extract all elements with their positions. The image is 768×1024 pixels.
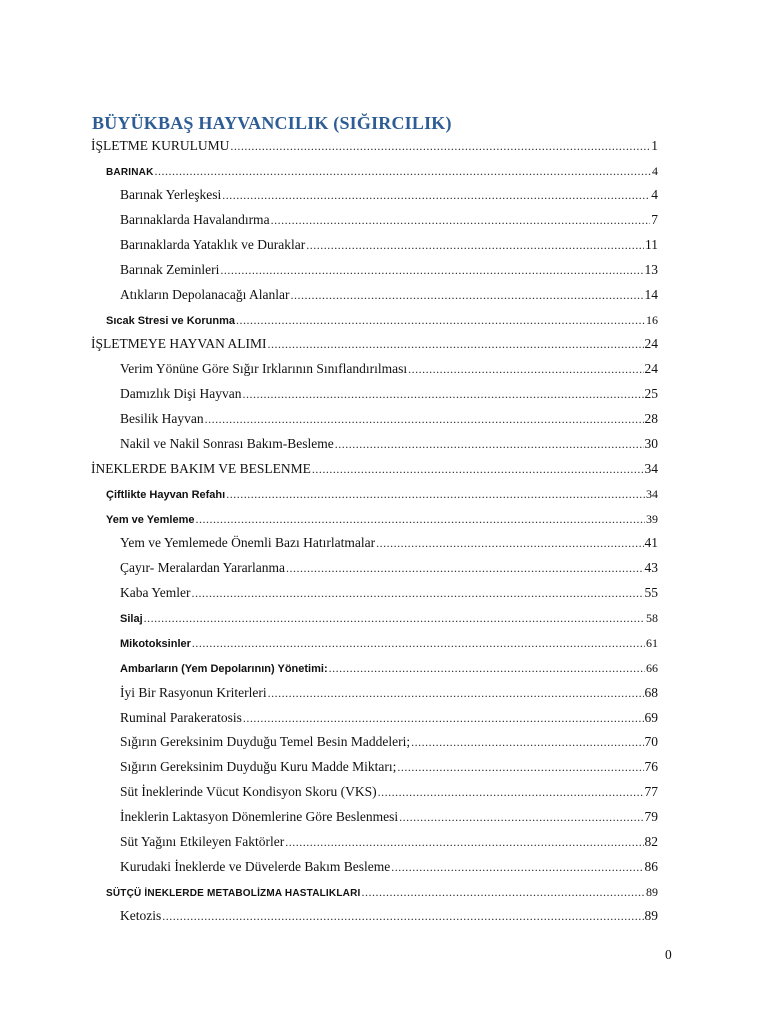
toc-entry-label: Nakil ve Nakil Sonrası Bakım-Besleme (120, 436, 334, 451)
toc-entry-label: Çiftlikte Hayvan Refahı (106, 489, 226, 501)
toc-entry-label: Çayır- Meralardan Yararlanma (120, 560, 286, 575)
toc-entry-label: Atıkların Depolanacağı Alanlar (120, 287, 290, 302)
toc-leader-dots (312, 461, 644, 477)
toc-entry-page: 28 (644, 411, 658, 426)
toc-entry-label: İneklerin Laktasyon Dönemlerine Göre Beslenmesi (120, 809, 399, 824)
toc-entry[interactable] (120, 535, 658, 551)
toc-leader-dots (285, 834, 643, 850)
toc-entry-page: 39 (646, 512, 658, 526)
toc-leader-dots (329, 660, 645, 676)
toc-entry-page: 55 (644, 585, 658, 600)
toc-entry-page: 58 (646, 611, 658, 625)
toc-entry-label: Mikotoksinler (120, 638, 191, 650)
toc-leader-dots (399, 809, 643, 825)
toc-entry[interactable] (91, 138, 658, 154)
toc-leader-dots (192, 585, 644, 601)
toc-entry-page: 34 (644, 461, 658, 476)
toc-entry[interactable] (120, 187, 658, 203)
toc-entry-label: BARINAK (106, 167, 154, 178)
toc-entry-label: Barınak Yerleşkesi (120, 187, 222, 202)
toc-entry[interactable] (106, 884, 658, 902)
toc-leader-dots (195, 511, 645, 527)
toc-leader-dots (286, 560, 643, 576)
toc-entry-label: Sığırın Gereksinim Duyduğu Kuru Madde Miktarı; (120, 759, 397, 774)
toc-entry-label: Damızlık Dişi Hayvan (120, 386, 242, 401)
toc-entry[interactable] (120, 585, 658, 601)
toc-leader-dots (242, 386, 643, 402)
toc-entry-page: 89 (646, 885, 658, 899)
toc-entry[interactable] (91, 336, 658, 352)
document-title: BÜYÜKBAŞ HAYVANCILIK (SIĞIRCILIK) (92, 113, 452, 133)
toc-entry-label: Silaj (120, 613, 143, 625)
toc-entry-page: 1 (651, 138, 658, 153)
toc-entry[interactable] (120, 710, 658, 726)
toc-leader-dots (220, 262, 643, 278)
toc-entry-label: Süt Yağını Etkileyen Faktörler (120, 834, 285, 849)
toc-entry-page: 24 (644, 336, 658, 351)
toc-entry[interactable] (120, 560, 658, 576)
toc-entry-label: İyi Bir Rasyonun Kriterleri (120, 685, 267, 700)
toc-leader-dots (155, 163, 651, 179)
toc-entry[interactable] (120, 784, 658, 800)
toc-entry-label: Barınaklarda Yataklık ve Duraklar (120, 237, 306, 252)
toc-entry-label: Besilik Hayvan (120, 411, 204, 426)
toc-leader-dots (361, 884, 645, 900)
toc-entry-label: Kurudaki İneklerde ve Düvelerde Bakım Besleme (120, 859, 391, 874)
toc-entry-label: Ketozis (120, 908, 162, 923)
toc-entry-page: 7 (651, 212, 658, 227)
toc-leader-dots (162, 908, 643, 924)
toc-entry[interactable] (106, 163, 658, 181)
toc-entry[interactable] (120, 262, 658, 278)
toc-entry-page: 25 (644, 386, 658, 401)
toc-entry-page: 66 (646, 661, 658, 675)
toc-entry[interactable] (120, 287, 658, 303)
toc-entry[interactable] (120, 610, 658, 627)
toc-leader-dots (376, 535, 643, 551)
toc-entry[interactable] (120, 212, 658, 228)
toc-entry[interactable] (120, 237, 658, 253)
toc-entry[interactable] (106, 486, 658, 503)
toc-entry-page: 86 (644, 859, 658, 874)
toc-entry-page: 77 (644, 784, 658, 799)
toc-leader-dots (306, 237, 644, 253)
toc-entry-page: 11 (645, 237, 658, 252)
toc-entry-page: 16 (646, 313, 658, 327)
toc-leader-dots (397, 759, 643, 775)
toc-entry-page: 4 (651, 187, 658, 202)
toc-entry-page: 4 (652, 164, 658, 178)
toc-leader-dots (408, 361, 643, 377)
toc-entry-label: Yem ve Yemleme (106, 514, 195, 526)
toc-leader-dots (378, 784, 644, 800)
toc-entry[interactable] (120, 759, 658, 775)
toc-leader-dots (144, 610, 645, 626)
toc-entry-label: İŞLETMEYE HAYVAN ALIMI (91, 336, 267, 351)
toc-leader-dots (290, 287, 643, 303)
toc-entry-page: 79 (644, 809, 658, 824)
toc-leader-dots (236, 312, 645, 328)
toc-entry[interactable] (120, 411, 658, 427)
toc-entry-label: Sıcak Stresi ve Korunma (106, 315, 236, 327)
toc-entry-page: 68 (644, 685, 658, 700)
toc-entry-label: Barınak Zeminleri (120, 262, 220, 277)
toc-entry-page: 34 (646, 487, 658, 501)
toc-leader-dots (222, 187, 650, 203)
toc-leader-dots (205, 411, 644, 427)
toc-entry-label: Barınaklarda Havalandırma (120, 212, 270, 227)
toc-leader-dots (391, 859, 643, 875)
toc-entry-page: 14 (644, 287, 658, 302)
toc-entry-label: SÜTÇÜ İNEKLERDE METABOLİZMA HASTALIKLARI (106, 888, 361, 899)
toc-leader-dots (230, 138, 650, 154)
toc-entry-label: İŞLETME KURULUMU (91, 138, 230, 153)
toc-entry[interactable] (120, 834, 658, 850)
toc-leader-dots (411, 734, 643, 750)
toc-entry-page: 70 (644, 734, 658, 749)
toc-entry-page: 41 (644, 535, 658, 550)
toc-entry-page: 30 (644, 436, 658, 451)
toc-entry-page: 24 (644, 361, 658, 376)
toc-entry-label: Ambarların (Yem Depolarının) Yönetimi: (120, 663, 328, 675)
toc-entry[interactable] (106, 511, 658, 528)
toc-entry[interactable] (120, 635, 658, 652)
toc-entry-page: 61 (646, 636, 658, 650)
toc-entry-page: 82 (644, 834, 658, 849)
toc-leader-dots (192, 635, 645, 651)
toc-entry[interactable] (120, 908, 658, 924)
toc-entry[interactable] (91, 461, 658, 477)
toc-entry-label: Yem ve Yemlemede Önemli Bazı Hatırlatmalar (120, 535, 376, 550)
toc-entry[interactable] (106, 312, 658, 329)
toc-entry-page: 89 (644, 908, 658, 923)
toc-leader-dots (271, 212, 651, 228)
toc-entry[interactable] (120, 859, 658, 875)
toc-entry-page: 43 (644, 560, 658, 575)
toc-entry[interactable] (120, 361, 658, 377)
toc-leader-dots (268, 336, 644, 352)
toc-entry-label: Verim Yönüne Göre Sığır Irklarının Sınıflandırılması (120, 361, 408, 376)
toc-entry-label: Kaba Yemler (120, 585, 191, 600)
toc-entry[interactable] (120, 734, 658, 750)
toc-entry[interactable] (120, 660, 658, 677)
toc-entry-page: 69 (644, 710, 658, 725)
page-number: 0 (665, 947, 672, 962)
toc-leader-dots (243, 710, 644, 726)
toc-entry[interactable] (120, 436, 658, 452)
toc-entry-page: 76 (644, 759, 658, 774)
toc-entry-label: Ruminal Parakeratosis (120, 710, 242, 725)
toc-leader-dots (335, 436, 644, 452)
toc-entry-label: İNEKLERDE BAKIM VE BESLENME (91, 461, 311, 476)
toc-entry[interactable] (120, 386, 658, 402)
toc-entry[interactable] (120, 809, 658, 825)
toc-entry[interactable] (120, 685, 658, 701)
toc-leader-dots (226, 486, 645, 502)
toc-leader-dots (268, 685, 644, 701)
toc-entry-label: Süt İneklerinde Vücut Kondisyon Skoru (VKS) (120, 784, 377, 799)
toc-entry-label: Sığırın Gereksinim Duyduğu Temel Besin Maddeleri; (120, 734, 411, 749)
toc-entry-page: 13 (644, 262, 658, 277)
